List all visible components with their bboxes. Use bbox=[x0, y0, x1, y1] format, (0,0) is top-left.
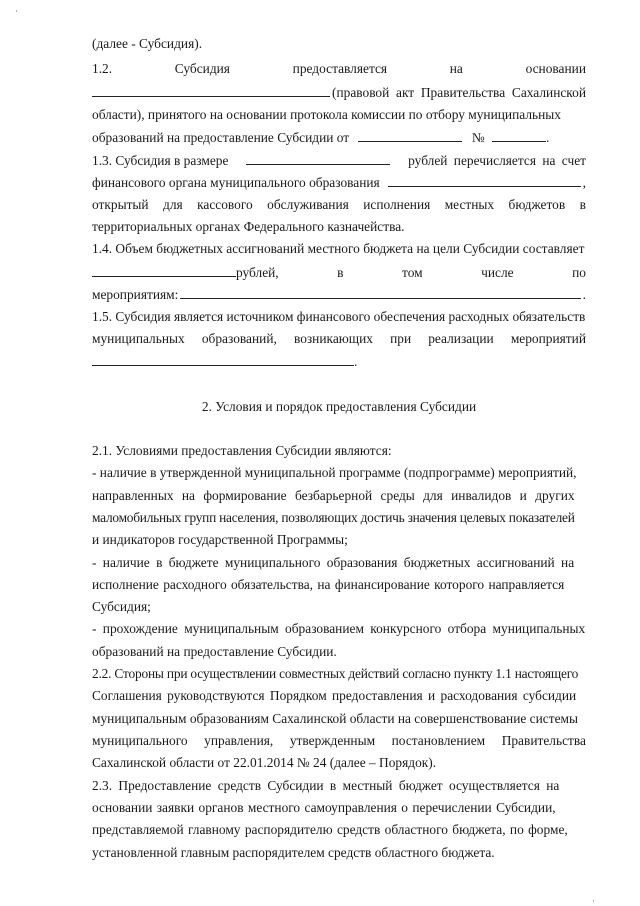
word: в bbox=[579, 197, 586, 212]
text: . bbox=[354, 354, 358, 369]
word: постановлением bbox=[391, 733, 486, 748]
line-blank-end bbox=[92, 353, 586, 370]
word: открытый bbox=[92, 197, 149, 212]
line-1-3 bbox=[92, 152, 586, 169]
word: образований, bbox=[201, 331, 277, 346]
text: основании заявки органов местного самоуправления о перечислении Субсидии, bbox=[92, 800, 556, 815]
line-obrazovaniy-predostavlenie bbox=[92, 644, 586, 660]
line-territorialnykh bbox=[92, 219, 586, 235]
line-rubley-v-tom-chisle bbox=[92, 264, 586, 281]
text: образований на предоставление Субсидии. bbox=[92, 644, 337, 659]
word: 1.2. bbox=[92, 61, 113, 76]
word: в bbox=[337, 265, 344, 280]
blank-activities bbox=[180, 286, 580, 299]
text: № bbox=[471, 130, 485, 145]
word: утвержденным bbox=[289, 733, 376, 748]
amount-group bbox=[92, 264, 279, 281]
word: бюджетов bbox=[508, 197, 566, 212]
line-finansovogo-organa bbox=[92, 174, 586, 191]
scan-mark: · bbox=[592, 896, 595, 906]
word: Правительства bbox=[501, 733, 586, 748]
text: . bbox=[545, 130, 550, 145]
word: рублей, bbox=[236, 265, 279, 280]
blank-number bbox=[492, 129, 546, 142]
text: финансового органа муниципального образования bbox=[92, 175, 380, 190]
line-osnovanii-zayavki bbox=[92, 800, 586, 816]
text: рублей перечисляется на счет bbox=[408, 153, 586, 168]
text: и индикаторов государственной Программы; bbox=[92, 532, 348, 547]
line-sakhalinskoy bbox=[92, 755, 586, 771]
line-meropriyatiyam bbox=[92, 286, 586, 303]
text: - наличие в бюджете муниципального образования бюджетных ассигнований на bbox=[92, 555, 575, 570]
text: представляемой главному распорядителю средств областного бюджета, по форме, bbox=[92, 822, 568, 837]
line-napravlennykh bbox=[92, 488, 586, 504]
text: области), принятого на основании протокола комиссии по отбору муниципальных bbox=[92, 107, 561, 122]
blank-date bbox=[358, 129, 462, 142]
text: 2.1. Условиями предоставления Субсидии являются: bbox=[92, 443, 392, 458]
line-pravovoy-akt bbox=[92, 84, 586, 101]
line-indikatorov bbox=[92, 532, 586, 548]
line-nalichie-programme bbox=[92, 465, 586, 481]
line-2-2 bbox=[92, 666, 586, 682]
line-malomobilnykh bbox=[92, 510, 586, 526]
word: обслуживания bbox=[267, 197, 349, 212]
line-ispolnenie bbox=[92, 577, 586, 593]
line-oblasti bbox=[92, 107, 586, 123]
text: образований на предоставление Субсидии от bbox=[92, 130, 350, 145]
line-1-5 bbox=[92, 309, 586, 325]
text: 2.2. Стороны при осуществлении совместных действий согласно пункту 1.1 настоящего bbox=[92, 666, 579, 681]
line-subsidiya bbox=[92, 599, 586, 615]
line-ustanovlennoy bbox=[92, 845, 586, 861]
line-municipalnym bbox=[92, 711, 586, 727]
line-2-3 bbox=[92, 778, 586, 794]
line-1-4 bbox=[92, 241, 586, 257]
line-1-2 bbox=[92, 61, 586, 77]
word: кассового bbox=[197, 197, 253, 212]
word: Субсидия bbox=[174, 61, 230, 76]
section-title: 2. Условия и порядок предоставления Субсидии bbox=[201, 399, 477, 414]
text: направленных на формирование безбарьерной среды для инвалидов и других bbox=[92, 488, 575, 503]
line-dalee-subsidiya bbox=[92, 36, 586, 52]
blank-budget-amount bbox=[92, 264, 236, 277]
text: (правовой акт Правительства Сахалинской bbox=[332, 85, 586, 100]
line-municipalnykh bbox=[92, 331, 586, 347]
text: Субсидия; bbox=[92, 599, 151, 614]
line-prokhozhdenie bbox=[92, 621, 586, 637]
word: управления, bbox=[204, 733, 274, 748]
text: маломобильных групп населения, позволяющих достичь значения целевых показателей bbox=[92, 510, 575, 525]
text: 1.4. Объем бюджетных ассигнований местного бюджета на цели Субсидии составляет bbox=[92, 241, 585, 256]
line-predstavlyaemoy bbox=[92, 822, 586, 838]
text: Сахалинской области от 22.01.2014 № 24 (далее – Порядок). bbox=[92, 755, 437, 770]
text: мероприятиям: bbox=[92, 287, 179, 302]
text: 1.5. Субсидия является источником финансового обеспечения расходных обязательств bbox=[92, 309, 586, 324]
blank-account bbox=[388, 174, 581, 187]
word: муниципального bbox=[92, 733, 188, 748]
word: предоставляется bbox=[292, 61, 388, 76]
word: местных bbox=[444, 197, 495, 212]
line-nalichie-budzhete bbox=[92, 555, 586, 571]
text: исполнение расходного обязательства, на финансирование которого направляется bbox=[92, 577, 565, 592]
word: возникающих bbox=[293, 331, 373, 346]
blank-amount bbox=[246, 152, 390, 165]
word: мероприятий bbox=[510, 331, 586, 346]
text: Соглашения руководствуются Порядком предоставления и расходования субсидии bbox=[92, 688, 577, 703]
word: для bbox=[163, 197, 183, 212]
word: по bbox=[572, 265, 586, 280]
word: том bbox=[402, 265, 423, 280]
word: числе bbox=[481, 265, 514, 280]
word: основании bbox=[525, 61, 586, 76]
text: (далее - Субсидия). bbox=[92, 36, 203, 51]
text: 2.3. Предоставление средств Субсидии в местный бюджет осуществляется на bbox=[92, 778, 560, 793]
text: - наличие в утвержденной муниципальной программе (подпрограмме) мероприятий, bbox=[92, 465, 577, 480]
text: . bbox=[582, 287, 586, 302]
word: на bbox=[449, 61, 463, 76]
line-otkrytyy bbox=[92, 197, 586, 213]
line-municipalnogo-upravleniya bbox=[92, 733, 586, 749]
text: муниципальным образованиям Сахалинской области на совершенствование системы bbox=[92, 711, 578, 726]
blank-field bbox=[92, 84, 330, 97]
line-soglasheniya bbox=[92, 688, 586, 704]
word: реализации bbox=[428, 331, 494, 346]
word: муниципальных bbox=[92, 331, 185, 346]
text: 1.3. Субсидия в размере bbox=[92, 153, 229, 168]
word: при bbox=[390, 331, 412, 346]
blank-obligations bbox=[92, 353, 354, 366]
line-obrazovaniy-ot bbox=[92, 129, 586, 146]
text: установленной главным распорядителем средств областного бюджета. bbox=[92, 845, 495, 860]
text: - прохождение муниципальным образованием конкурсного отбора муниципальных bbox=[92, 621, 586, 636]
word: исполнения bbox=[363, 197, 431, 212]
line-2-1 bbox=[92, 443, 586, 459]
scan-mark: · bbox=[15, 6, 18, 16]
text: , bbox=[582, 175, 586, 190]
text: территориальных органах Федерального казначейства. bbox=[92, 219, 405, 234]
